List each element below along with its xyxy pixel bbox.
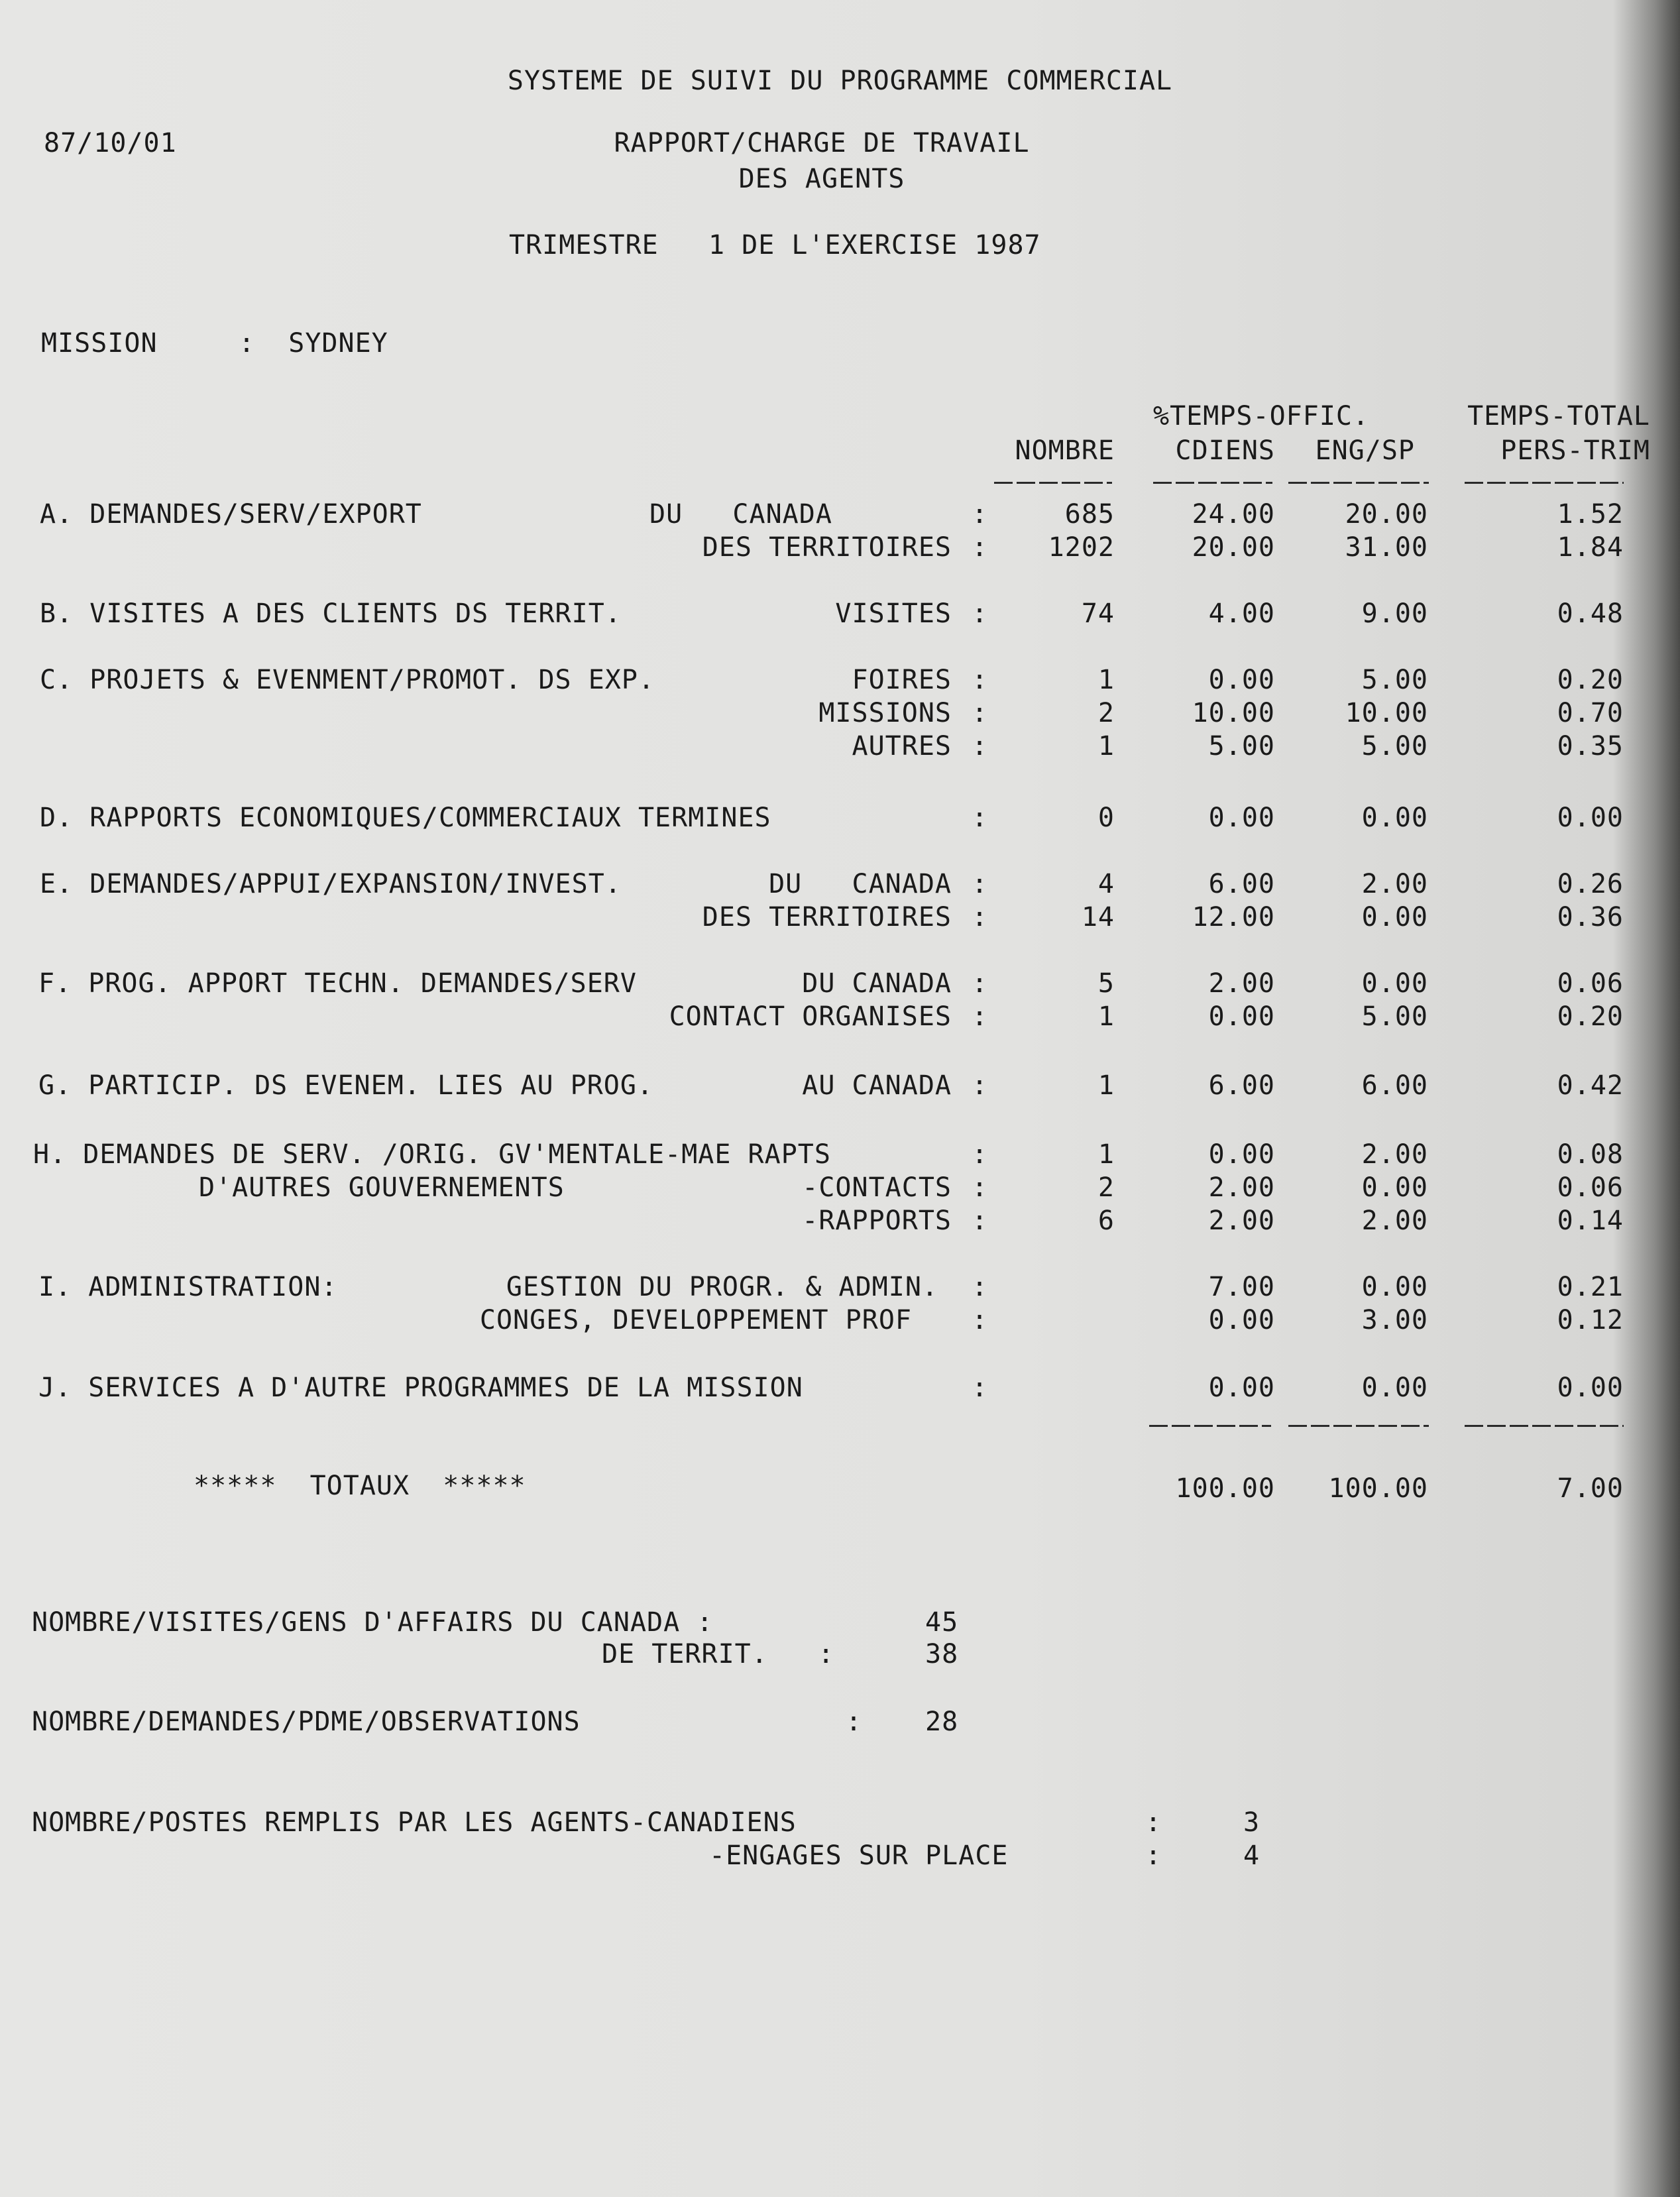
row-separator: : (972, 1272, 989, 1302)
row-engsp: 0.00 (1361, 1373, 1428, 1403)
row-pers-trim: 0.70 (1557, 698, 1624, 728)
total-rule-cdiens (1149, 1425, 1271, 1427)
visits-territ-label: DE TERRIT. : (602, 1639, 835, 1669)
underline-cdiens (1153, 482, 1272, 484)
col-header-pers-trim: PERS-TRIM (1500, 435, 1650, 466)
report-date: 87/10/01 (44, 128, 177, 158)
row-nombre: 6 (1097, 1206, 1115, 1236)
row-cdiens: 2.00 (1208, 1172, 1275, 1203)
row-sub-label: VISITES (835, 598, 952, 629)
row-nombre: 1202 (1048, 532, 1115, 563)
row-nombre: 1 (1097, 1139, 1115, 1170)
row-pers-trim: 0.48 (1557, 598, 1624, 629)
row-pers-trim: 0.36 (1557, 902, 1624, 932)
row-engsp: 2.00 (1361, 869, 1428, 899)
underline-engsp (1288, 482, 1429, 484)
report-title-line2: DES AGENTS (738, 164, 905, 194)
col-header-engsp: ENG/SP (1315, 435, 1415, 466)
row-separator: : (972, 869, 989, 899)
system-title: SYSTEME DE SUIVI DU PROGRAMME COMMERCIAL (507, 66, 1173, 96)
row-engsp: 2.00 (1361, 1139, 1428, 1170)
underline-nombre (994, 482, 1112, 484)
totals-pers-trim: 7.00 (1557, 1473, 1624, 1504)
row-separator: : (972, 803, 989, 833)
row-sub-label: DES TERRITOIRES (702, 902, 952, 932)
row-engsp: 0.00 (1361, 968, 1428, 999)
row-section-label: D. RAPPORTS ECONOMIQUES/COMMERCIAUX TERMINES (40, 803, 771, 833)
row-cdiens: 12.00 (1192, 902, 1275, 932)
col-group-temps-offic: %TEMPS-OFFIC. (1153, 401, 1370, 431)
row-pers-trim: 0.00 (1557, 803, 1624, 833)
row-pers-trim: 0.21 (1557, 1272, 1624, 1302)
row-separator: : (972, 499, 989, 530)
row-sub-label: DU CANADA (769, 869, 952, 899)
row-pers-trim: 0.20 (1557, 665, 1624, 695)
row-pers-trim: 0.08 (1557, 1139, 1624, 1170)
row-engsp: 9.00 (1361, 598, 1428, 629)
row-sub-label: AUTRES (852, 731, 952, 761)
col-header-cdiens: CDIENS (1175, 435, 1275, 466)
row-pers-trim: 1.84 (1557, 532, 1624, 563)
row-sub-label: DU CANADA (802, 968, 952, 999)
row-engsp: 10.00 (1345, 698, 1428, 728)
requests-label: NOMBRE/DEMANDES/PDME/OBSERVATIONS (32, 1707, 581, 1737)
row-pers-trim: 0.06 (1557, 1172, 1624, 1203)
row-separator: : (972, 1070, 989, 1101)
posts-local-label: -ENGAGES SUR PLACE (709, 1840, 1009, 1871)
report-title-line1: RAPPORT/CHARGE DE TRAVAIL (614, 128, 1030, 158)
row-separator: : (972, 1001, 989, 1032)
row-cdiens: 0.00 (1208, 803, 1275, 833)
row-section-label: D'AUTRES GOUVERNEMENTS (199, 1172, 565, 1203)
row-separator: : (972, 1305, 989, 1335)
row-separator: : (972, 532, 989, 563)
row-sub-label: DES TERRITOIRES (702, 532, 952, 563)
row-cdiens: 24.00 (1192, 499, 1275, 530)
row-pers-trim: 0.26 (1557, 869, 1624, 899)
row-cdiens: 0.00 (1208, 665, 1275, 695)
row-separator: : (972, 731, 989, 761)
row-section-label: H. DEMANDES DE SERV. /ORIG. GV'MENTALE-MAE RAPTS (33, 1139, 831, 1170)
row-nombre: 1 (1097, 1070, 1115, 1101)
row-sub-label: -CONTACTS (802, 1172, 952, 1203)
row-cdiens: 0.00 (1208, 1139, 1275, 1170)
row-nombre: 685 (1064, 499, 1115, 530)
row-engsp: 0.00 (1361, 1172, 1428, 1203)
row-separator: : (972, 598, 989, 629)
row-section-label: G. PARTICIP. DS EVENEM. LIES AU PROG. (38, 1070, 654, 1101)
totals-engsp: 100.00 (1328, 1473, 1428, 1504)
posts-local-value: 4 (1243, 1840, 1260, 1871)
row-engsp: 5.00 (1361, 665, 1428, 695)
requests-value: 28 (925, 1707, 959, 1737)
mission-value: : SYDNEY (239, 328, 388, 359)
row-sub-label: -RAPPORTS (802, 1206, 952, 1236)
row-nombre: 1 (1097, 731, 1115, 761)
row-nombre: 1 (1097, 665, 1115, 695)
row-engsp: 0.00 (1361, 803, 1428, 833)
row-cdiens: 0.00 (1208, 1305, 1275, 1335)
row-section-label: C. PROJETS & EVENMENT/PROMOT. DS EXP. (40, 665, 655, 695)
row-cdiens: 2.00 (1208, 968, 1275, 999)
row-sub-label: GESTION DU PROGR. & ADMIN. (506, 1272, 938, 1302)
row-sub-label: CONGES, DEVELOPPEMENT PROF (479, 1305, 912, 1335)
row-pers-trim: 0.14 (1557, 1206, 1624, 1236)
row-separator: : (972, 1172, 989, 1203)
row-sub-label: DU CANADA (649, 499, 832, 530)
row-separator: : (972, 902, 989, 932)
row-separator: : (972, 1206, 989, 1236)
col-header-nombre: NOMBRE (1015, 435, 1115, 466)
row-section-label: B. VISITES A DES CLIENTS DS TERRIT. (40, 598, 622, 629)
row-nombre: 2 (1097, 698, 1115, 728)
row-cdiens: 10.00 (1192, 698, 1275, 728)
row-sub-label: MISSIONS (818, 698, 952, 728)
row-cdiens: 5.00 (1208, 731, 1275, 761)
row-engsp: 5.00 (1361, 1001, 1428, 1032)
row-section-label: A. DEMANDES/SERV/EXPORT (40, 499, 422, 530)
row-separator: : (972, 698, 989, 728)
row-separator: : (972, 665, 989, 695)
row-engsp: 5.00 (1361, 731, 1428, 761)
total-rule-pers-trim (1465, 1425, 1624, 1427)
row-nombre: 2 (1097, 1172, 1115, 1203)
row-engsp: 3.00 (1361, 1305, 1428, 1335)
row-cdiens: 4.00 (1208, 598, 1275, 629)
row-cdiens: 6.00 (1208, 869, 1275, 899)
totals-label: ***** TOTAUX ***** (194, 1471, 526, 1501)
row-pers-trim: 0.12 (1557, 1305, 1624, 1335)
row-nombre: 0 (1097, 803, 1115, 833)
row-pers-trim: 0.06 (1557, 968, 1624, 999)
row-section-label: F. PROG. APPORT TECHN. DEMANDES/SERV (38, 968, 637, 999)
posts-canadiens-value: 3 (1243, 1807, 1260, 1838)
row-sub-label: CONTACT ORGANISES (669, 1001, 952, 1032)
row-engsp: 20.00 (1345, 499, 1428, 530)
posts-canadiens-label: NOMBRE/POSTES REMPLIS PAR LES AGENTS-CANADIENS (32, 1807, 797, 1838)
posts-local-sep: : (1145, 1840, 1162, 1871)
requests-sep: : (846, 1707, 863, 1737)
row-cdiens: 6.00 (1208, 1070, 1275, 1101)
row-nombre: 14 (1081, 902, 1115, 932)
row-engsp: 2.00 (1361, 1206, 1428, 1236)
report-period: TRIMESTRE 1 DE L'EXERCISE 1987 (509, 230, 1041, 260)
row-engsp: 0.00 (1361, 1272, 1428, 1302)
row-pers-trim: 0.20 (1557, 1001, 1624, 1032)
row-cdiens: 7.00 (1208, 1272, 1275, 1302)
row-nombre: 4 (1097, 869, 1115, 899)
row-engsp: 31.00 (1345, 532, 1428, 563)
underline-pers-trim (1465, 482, 1624, 484)
col-group-temps-total: TEMPS-TOTAL (1467, 401, 1650, 431)
row-cdiens: 2.00 (1208, 1206, 1275, 1236)
row-pers-trim: 0.00 (1557, 1373, 1624, 1403)
total-rule-engsp (1288, 1425, 1429, 1427)
row-cdiens: 0.00 (1208, 1373, 1275, 1403)
row-section-label: J. SERVICES A D'AUTRE PROGRAMMES DE LA MISSION (38, 1373, 803, 1403)
row-pers-trim: 0.35 (1557, 731, 1624, 761)
row-separator: : (972, 968, 989, 999)
row-nombre: 1 (1097, 1001, 1115, 1032)
row-sub-label: AU CANADA (802, 1070, 952, 1101)
row-engsp: 0.00 (1361, 902, 1428, 932)
posts-canadiens-sep: : (1145, 1807, 1162, 1838)
row-engsp: 6.00 (1361, 1070, 1428, 1101)
row-separator: : (972, 1139, 989, 1170)
row-nombre: 5 (1097, 968, 1115, 999)
row-cdiens: 20.00 (1192, 532, 1275, 563)
row-sub-label: FOIRES (852, 665, 952, 695)
row-section-label: E. DEMANDES/APPUI/EXPANSION/INVEST. (40, 869, 622, 899)
visits-canada-label: NOMBRE/VISITES/GENS D'AFFAIRS DU CANADA : (32, 1607, 714, 1638)
row-section-label: I. ADMINISTRATION: (38, 1272, 338, 1302)
row-nombre: 74 (1081, 598, 1115, 629)
mission-label: MISSION (41, 328, 158, 359)
row-pers-trim: 1.52 (1557, 499, 1624, 530)
visits-canada-value: 45 (925, 1607, 959, 1638)
visits-territ-value: 38 (925, 1639, 959, 1669)
row-pers-trim: 0.42 (1557, 1070, 1624, 1101)
row-separator: : (972, 1373, 989, 1403)
totals-cdiens: 100.00 (1175, 1473, 1275, 1504)
row-cdiens: 0.00 (1208, 1001, 1275, 1032)
